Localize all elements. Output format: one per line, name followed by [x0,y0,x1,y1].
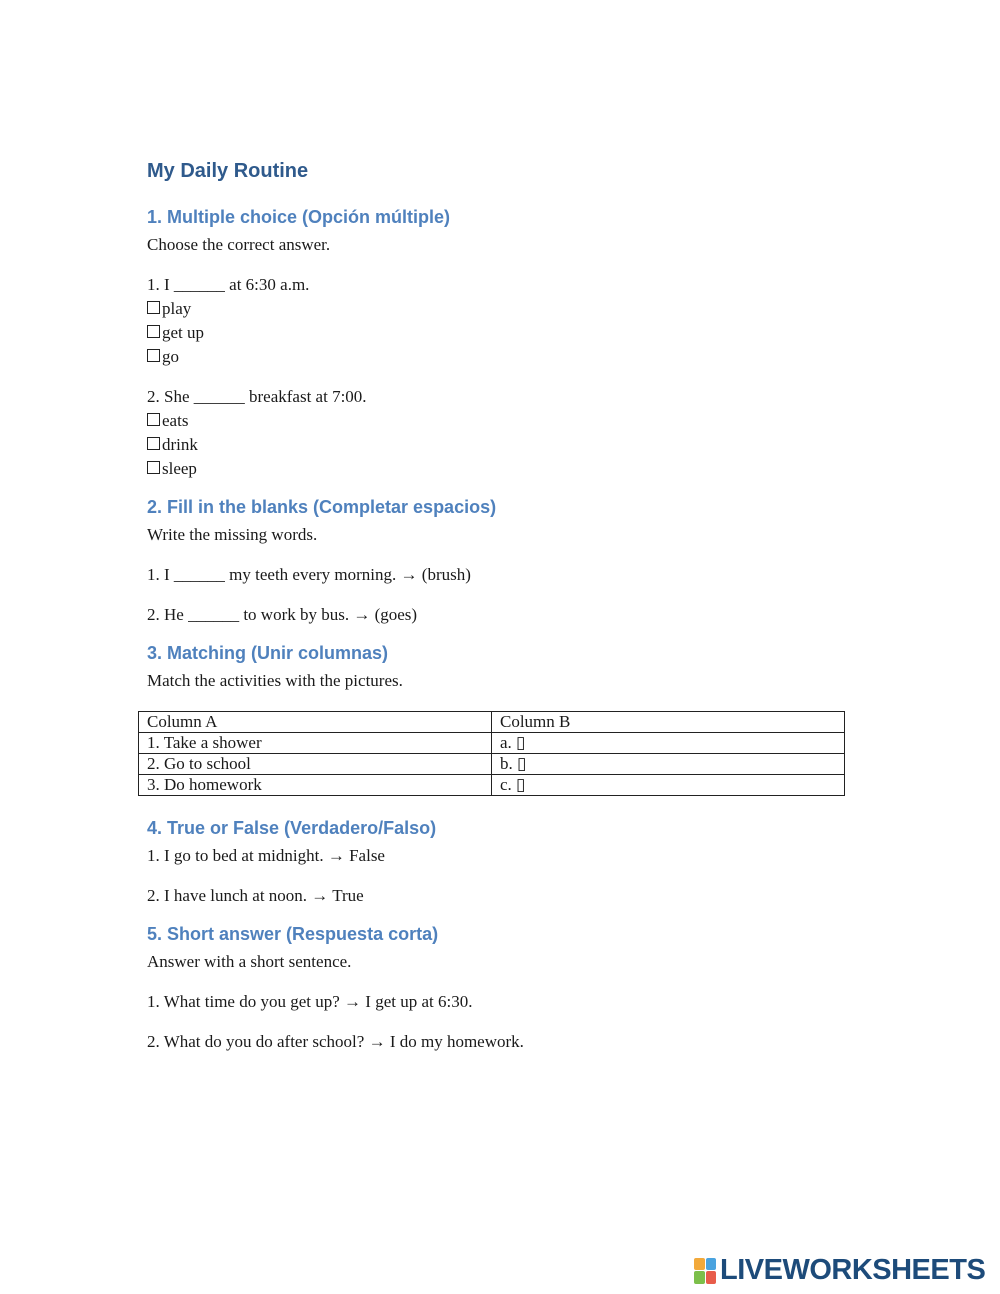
true-false-item: 1. I go to bed at midnight. → False [147,846,385,865]
section-multiple-choice [147,203,847,481]
checkbox-icon[interactable] [147,461,160,474]
checkbox-icon[interactable] [147,325,160,338]
answer-option[interactable] [147,345,847,369]
question-text: 2. She ______ breakfast at 7:00. [147,387,367,406]
table-cell: 2. Go to school [139,754,492,775]
table-row [139,754,845,775]
section-short-answer [147,920,847,1054]
section-heading: 5. Short answer (Respuesta corta) [147,924,439,944]
answer-option[interactable] [147,409,847,433]
table-cell: b. ▯ [492,754,845,775]
section-matching [147,639,847,796]
option-label: eats [162,411,189,430]
fill-blank-item: 1. I ______ my teeth every morning. → (brush) [147,565,471,584]
worksheet [147,155,847,1066]
liveworksheets-logo [694,1254,985,1287]
answer-option[interactable] [147,321,847,345]
answer-option[interactable] [147,297,847,321]
option-label: play [162,299,192,318]
section-heading: 4. True or False (Verdadero/Falso) [147,818,437,838]
logo-icon [694,1258,716,1284]
section-fill-blanks [147,493,847,627]
option-label: sleep [162,459,197,478]
table-cell: a. ▯ [492,733,845,754]
logo-text: LIVEWORKSHEETS [720,1254,986,1286]
option-label: go [162,347,179,366]
option-label: drink [162,435,198,454]
question-text: 1. I ______ at 6:30 a.m. [147,275,310,294]
fill-blank-item: 2. He ______ to work by bus. → (goes) [147,605,418,624]
checkbox-icon[interactable] [147,349,160,362]
section-heading: 1. Multiple choice (Opción múltiple) [147,207,451,227]
page-title: My Daily Routine [147,160,309,182]
logo-tile [694,1258,705,1271]
column-header: Column A [139,712,492,733]
section-heading: 2. Fill in the blanks (Completar espacios) [147,497,497,517]
short-answer-item: 1. What time do you get up? → I get up at 6:30. [147,992,473,1011]
true-false-item: 2. I have lunch at noon. → True [147,886,364,905]
table-row [139,733,845,754]
instruction: Answer with a short sentence. [147,952,352,971]
logo-tile [694,1271,705,1284]
logo-tile [706,1271,717,1284]
checkbox-icon[interactable] [147,437,160,450]
matching-table [138,711,845,796]
checkbox-icon[interactable] [147,413,160,426]
table-cell: 3. Do homework [139,775,492,796]
checkbox-icon[interactable] [147,301,160,314]
table-row [139,775,845,796]
question [147,385,847,481]
answer-option[interactable] [147,457,847,481]
instruction: Match the activities with the pictures. [147,671,403,690]
column-header: Column B [492,712,845,733]
table-cell: 1. Take a shower [139,733,492,754]
section-true-false [147,814,847,908]
table-header-row [139,712,845,733]
logo-tile [706,1258,717,1271]
section-heading: 3. Matching (Unir columnas) [147,643,389,663]
instruction: Write the missing words. [147,525,318,544]
table-cell: c. ▯ [492,775,845,796]
option-label: get up [162,323,205,342]
question [147,273,847,369]
short-answer-item: 2. What do you do after school? → I do my homework. [147,1032,524,1051]
answer-option[interactable] [147,433,847,457]
instruction: Choose the correct answer. [147,235,331,254]
